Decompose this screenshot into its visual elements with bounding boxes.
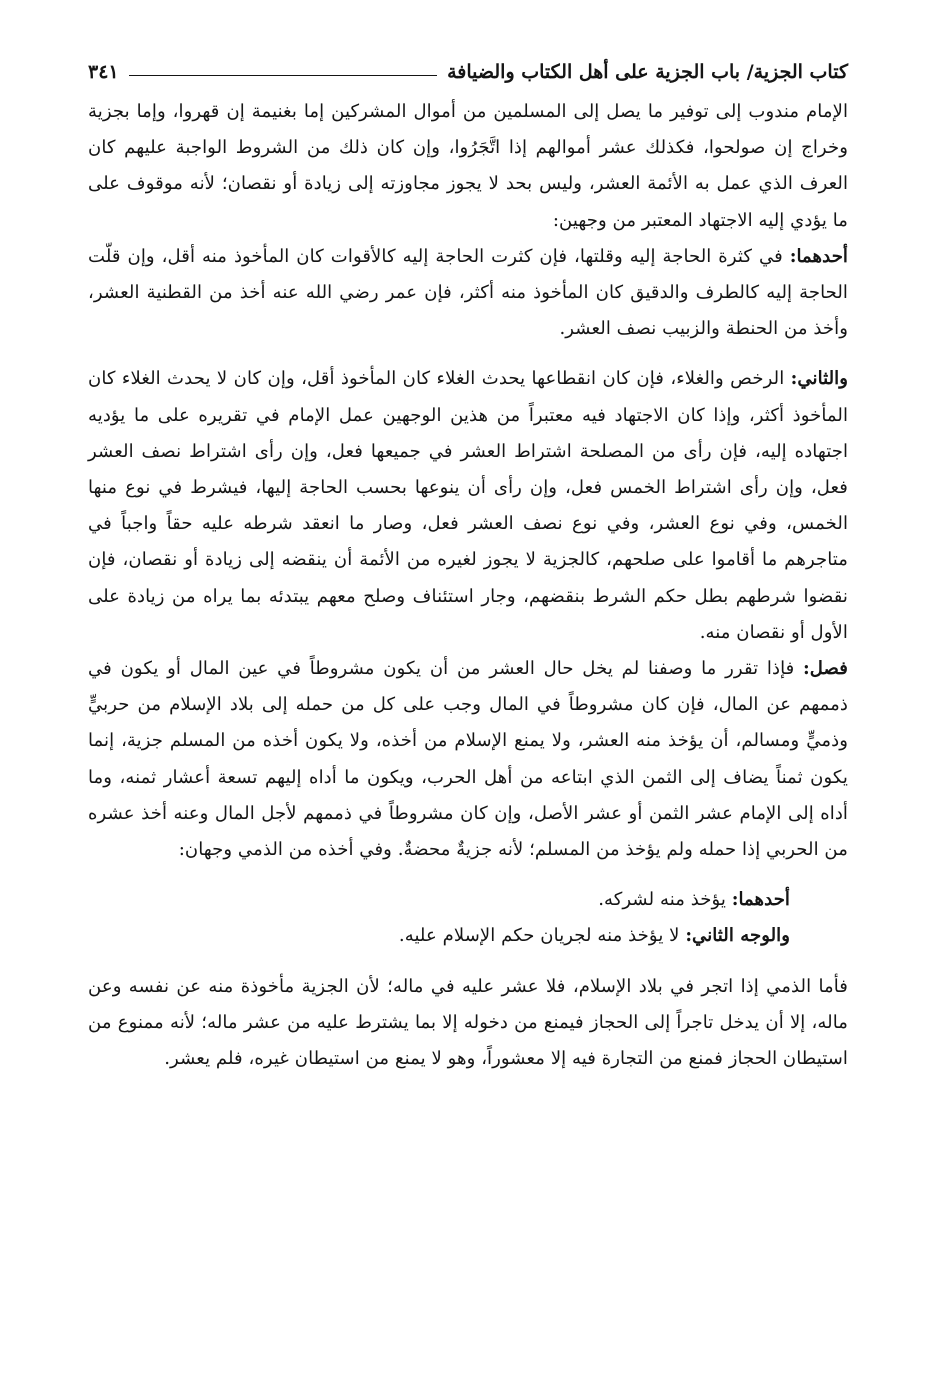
- running-header: [88, 58, 848, 86]
- section-heading: فصل:: [803, 658, 848, 680]
- section-paragraph: [88, 651, 848, 868]
- paragraph: [88, 882, 848, 918]
- paragraph-lead: والوجه الثاني:: [685, 925, 790, 947]
- paragraph-text: فإذا تقرر ما وصفنا لم يخل حال العشر من أن يكون مشروطاً في عين المال أو يكون في ذممهم عن المال، فإن كان مشروطاً في المال وجب على كل من حمله إلى بلاد الإسلام من حربيٍّ وذميٍّ ومسالم، أن يؤخذ منه العشر، ولا يمنع الإسلام من أخذه، ولا يكون أخذه من المسلم جزية، إنما يكون ثمناً يضاف إلى الثمن الذي ابتاعه من أهل الحرب، ويكون ما أداه إليهم تسعة أعشار ثمنه، وما أداه إلى الإمام عشر الثمن أو عشر الأصل، وإن كان مشروطاً في ذممهم لأجل المال وعنه أخذ عشره من الحربي إذا حمله ولم يؤخذ من المسلم؛ لأنه جزيةٌ محضةٌ. وفي أخذه من الذمي وجهان:: [88, 658, 848, 861]
- paragraph-lead: أحدهما:: [789, 245, 848, 267]
- paragraph-text: يؤخذ منه لشركه.: [598, 889, 732, 911]
- page-number: ٣٤١: [88, 61, 119, 83]
- paragraph: [88, 918, 848, 954]
- book-page: [88, 58, 848, 1348]
- paragraph: [88, 239, 848, 348]
- page-body: [88, 94, 848, 1077]
- paragraph-lead: والثاني:: [790, 368, 848, 390]
- paragraph: [88, 361, 848, 651]
- chapter-title: كتاب الجزية/ باب الجزية على أهل الكتاب والضيافة: [447, 61, 848, 83]
- paragraph-lead: أحدهما:: [731, 889, 790, 911]
- paragraph: فأما الذمي إذا اتجر في بلاد الإسلام، فلا عشر عليه في ماله؛ لأن الجزية مأخوذة منه عن نفسه وعن ماله، إلا أن يدخل تاجراً إلى الحجاز فيمنع من دخوله إلا بما يشترط عليه من عشر ماله؛ لأنه ممنوع من استيطان الحجاز فمنع من التجارة فيه إلا معشوراً، وهو لا يمنع من استيطان غيره، فلم يعشر.: [88, 975, 848, 1070]
- paragraph-text: الرخص والغلاء، فإن كان انقطاعها يحدث الغلاء كان المأخوذ أقل، وإن كان لا يحدث الغلاء كان المأخوذ أكثر، وإذا كان الاجتهاد فيه معتبراً من هذين الوجهين عمل الإمام في تقريره على ما يؤديه اجتهاده إليه، فإن رأى من المصلحة اشتراط العشر في جميعها فعل، وإن رأى اشتراط نصف العشر فعل، وإن رأى اشتراط الخمس فعل، وإن رأى أن ينوعها بحسب الحاجة إليها، فيشرط في نوع منها الخمس، وفي نوع العشر، وفي نوع نصف العشر فعل، وصار ما انعقد شرطه عليه حقاً واجباً في متاجرهم ما أقاموا على صلحهم، كالجزية لا يجوز لغيره من الأئمة أن ينقضه إلى زيادة أو نقصان، فإن نقضوا شرطهم بطل حكم الشرط بنقضهم، وجار استئناف وصلح معهم يبتدئه بما يراه من زيادة على الأول أو نقصان منه.: [88, 368, 848, 643]
- paragraph: الإمام مندوب إلى توفير ما يصل إلى المسلمين من أموال المشركين إما بغنيمة إن قهروا، وإما بجزية وخراج إن صولحوا، فكذلك عشر أموالهم إذا اتَّجَرُوا، وإن كان ذلك من الشروط الواجبة عليهم كان العرف الذي عمل به الأئمة العشر، وليس بحد لا يجوز مجاوزته إلى زيادة أو نقصان؛ لأنه موقوف على ما يؤدي إليه الاجتهاد المعتبر من وجهين:: [88, 101, 848, 231]
- paragraph-text: لا يؤخذ منه لجريان حكم الإسلام عليه.: [398, 925, 686, 947]
- header-rule: [129, 75, 438, 76]
- paragraph-text: في كثرة الحاجة إليه وقلتها، فإن كثرت الحاجة إليه كالأقوات كان المأخوذ منه أقل، وإن قلّت الحاجة إليه كالطرف والدقيق كان المأخوذ منه أكثر، فإن عمر رضي الله عنه أخذ من القطنية العشر، وأخذ من الحنطة والزبيب نصف العشر.: [88, 245, 848, 340]
